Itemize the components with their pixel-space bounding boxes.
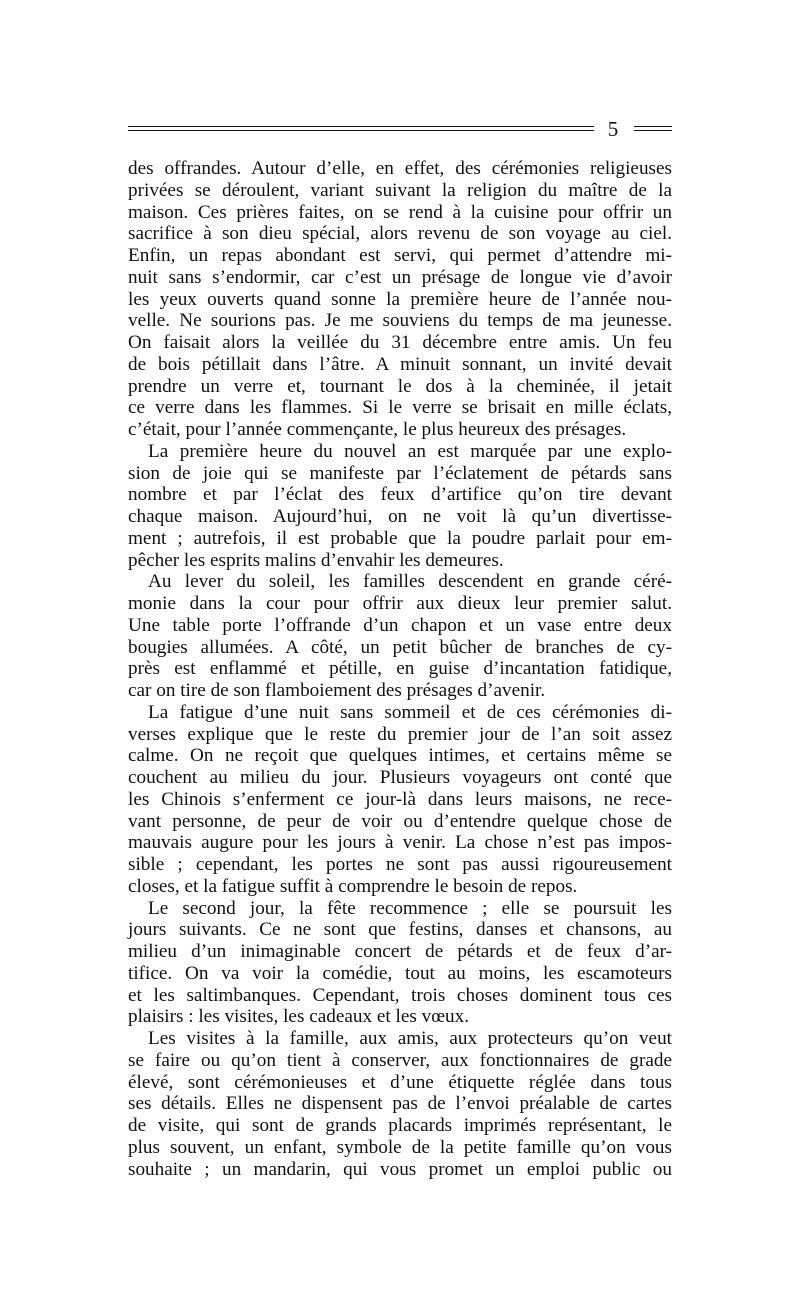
paragraph-first-line: Le second jour, la fête recommence ; elle se poursuit les (148, 897, 672, 919)
text-line: élevé, sont cérémonieuses et d’une étiquette réglée dans tous (128, 1071, 672, 1093)
text-line: de bois pétillait dans l’âtre. A minuit sonnant, un invité devait (128, 353, 672, 375)
text-line: Une table porte l’offrande d’un chapon et un vase entre deux (128, 614, 672, 636)
text-line: couchent au milieu du jour. Plusieurs voyageurs ont conté que (128, 767, 672, 788)
text-line: les Chinois s’enferment ce jour-là dans leurs maisons, ne rece- (128, 788, 672, 810)
text-line: pêcher les esprits malins d’envahir les demeures. (128, 549, 504, 571)
text-line: et les saltimbanques. Cependant, trois choses dominent tous ces (128, 984, 672, 1006)
text-line: sion de joie qui se manifeste par l’éclatement de pétards sans (128, 462, 672, 484)
text-line: nuit sans s’endormir, car c’est un présage de longue vie d’avoir (128, 266, 672, 288)
text-line: ses détails. Elles ne dispensent pas de l’envoi préalable de cartes (128, 1093, 672, 1115)
text-line: c’était, pour l’année commençante, le plus heureux des présages. (128, 419, 627, 440)
text-line: plaisirs : les visites, les cadeaux et les vœux. (128, 1006, 470, 1028)
text-line: se faire ou qu’on tient à conserver, aux fonctionnaires de grade (128, 1049, 672, 1071)
text-line: des offrandes. Autour d’elle, en effet, des cérémonies religieuses (128, 158, 672, 179)
text-line: maison. Ces prières faites, on se rend à la cuisine pour offrir un (128, 201, 672, 223)
text-line: car on tire de son flamboiement des présages d’avenir. (128, 680, 546, 701)
text-line: mauvais augure pour les jours à venir. La chose n’est pas impos- (128, 832, 672, 854)
text-line: verses explique que le reste du premier jour de l’an soit assez (128, 723, 672, 745)
text-line: monie dans la cour pour offrir aux dieux leur premier salut. (128, 593, 672, 614)
text-line: sible ; cependant, les portes ne sont pas aussi rigoureusement (128, 854, 672, 875)
header-double-rule-tail (634, 126, 672, 131)
text-line: privées se déroulent, variant suivant la religion du maître de la (128, 179, 672, 201)
text-line: nombre et par l’éclat des feux d’artifice qu’on tire devant (128, 484, 672, 506)
text-line: près est enflammé et pétille, en guise d’incantation fatidique, (128, 658, 672, 680)
text-line: On faisait alors la veillée du 31 décembre entre amis. Un feu (128, 332, 672, 353)
text-line: souhaite ; un mandarin, qui vous promet un emploi public ou (128, 1158, 672, 1180)
text-line: milieu d’un inimaginable concert de pétards et de feux d’ar- (128, 941, 672, 962)
text-line: ce verre dans les flammes. Si le verre se brisait en mille éclats, (128, 397, 672, 419)
running-header (128, 117, 672, 141)
text-line: jours suivants. Ce ne sont que festins, danses et chansons, au (128, 919, 672, 941)
header-double-rule (128, 126, 594, 131)
text-line: Enfin, un repas abondant est servi, qui permet d’attendre mi- (128, 245, 672, 266)
text-line: plus souvent, un enfant, symbole de la petite famille qu’on vous (128, 1136, 672, 1158)
text-line: sacrifice à son dieu spécial, alors revenu de son voyage au ciel. (128, 223, 672, 245)
text-line: closes, et la fatigue suffit à comprendre le besoin de repos. (128, 875, 578, 897)
text-line: les yeux ouverts quand sonne la première heure de l’année nou- (128, 288, 672, 310)
body-text (128, 158, 672, 1180)
paragraph-first-line: La première heure du nouvel an est marquée par une explo- (148, 440, 672, 462)
text-line: de visite, qui sont de grands placards imprimés représentant, le (128, 1115, 672, 1136)
text-line: chaque maison. Aujourd’hui, on ne voit là qu’un divertisse- (128, 506, 672, 527)
text-line: calme. On ne reçoit que quelques intimes, et certains même se (128, 745, 672, 767)
text-line: vant personne, de peur de voir ou d’entendre quelque chose de (128, 810, 672, 832)
paragraph-first-line: Les visites à la famille, aux amis, aux protecteurs qu’on veut (148, 1028, 672, 1049)
text-line: velle. Ne sourions pas. Je me souviens du temps de ma jeunesse. (128, 310, 672, 332)
text-line: tifice. On va voir la comédie, tout au moins, les escamoteurs (128, 962, 672, 984)
text-line: ment ; autrefois, il est probable que la poudre parlait pour em- (128, 527, 672, 549)
page-number: 5 (607, 117, 619, 141)
paragraph-first-line: Au lever du soleil, les familles descendent en grande céré- (148, 571, 672, 593)
text-line: bougies allumées. A côté, un petit bûcher de branches de cy- (128, 636, 672, 658)
paragraph-first-line: La fatigue d’une nuit sans sommeil et de ces cérémonies di- (148, 701, 672, 723)
text-line: prendre un verre et, tournant le dos à la cheminée, il jetait (128, 375, 672, 397)
